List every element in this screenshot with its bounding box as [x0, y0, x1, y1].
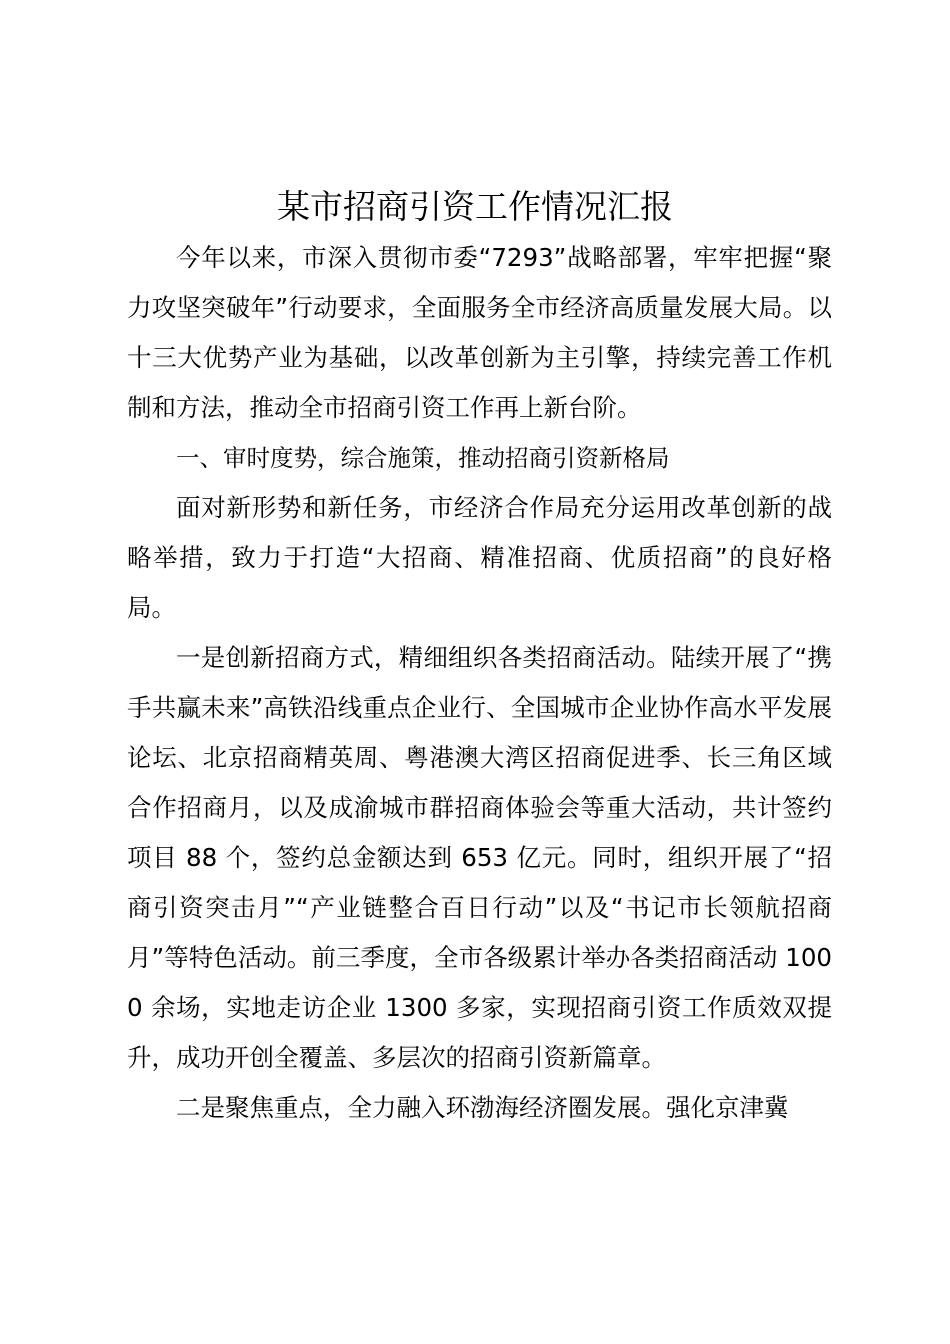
paragraph-intro: 今年以来，市深入贯彻市委“7293”战略部署，牢牢把握“聚力攻坚突破年”行动要求，全面服务全市经济高质量发展大局。以十三大优势产业为基础，以改革创新为主引擎，持续完善工作机制和方法，推动全市招商引资工作再上新台阶。: [127, 243, 832, 422]
document-body: [127, 233, 832, 1133]
paragraph-point-2: 二是聚焦重点，全力融入环渤海经济圈发展。强化京津冀: [176, 1093, 789, 1122]
section-heading: 一、审时度势，综合施策，推动招商引资新格局: [176, 444, 670, 472]
paragraph-point-1: 一是创新招商方式，精细组织各类招商活动。陆续开展了“携手共赢未来”高铁沿线重点企业行、全国城市企业协作高水平发展论坛、北京招商精英周、粤港澳大湾区招商促进季、长三角区域合作招商月，以及成渝城市群招商体验会等重大活动，共计签约项目 88 个，签约总金额达到 653 亿元。同时，组织开展了“招商引资突击月”“产业链整合百日行动”以及“书记市长领航招商月”等特色活动。前三季度，全市各级累计举办各类招商活动 1000 余场，实地走访企业 1300 多家，实现招商引资工作质效双提升，成功开创全覆盖、多层次的招商引资新篇章。: [127, 643, 832, 1072]
paragraph-section-intro: 面对新形势和新任务，市经济合作局充分运用改革创新的战略举措，致力于打造“大招商、精准招商、优质招商”的良好格局。: [127, 493, 832, 622]
document-title: 某市招商引资工作情况汇报: [277, 187, 673, 226]
